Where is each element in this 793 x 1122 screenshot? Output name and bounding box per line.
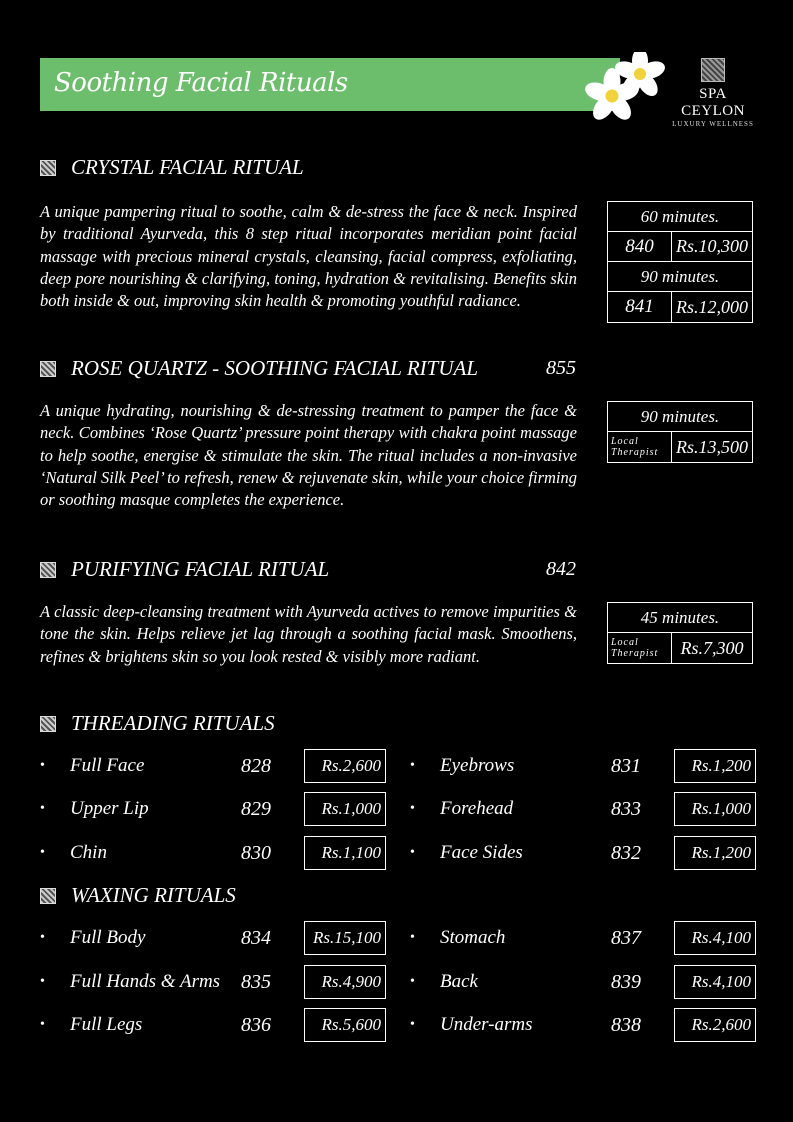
bullet-icon: •	[40, 930, 45, 945]
list-item	[410, 965, 756, 999]
section-bullet-icon	[40, 716, 56, 732]
brand-tagline: LUXURY WELLNESS	[672, 120, 754, 128]
section-bullet-icon	[40, 562, 56, 578]
list-item	[40, 836, 386, 870]
purifying-heading-text: PURIFYING FACIAL RITUAL	[71, 557, 330, 581]
therapist-label-line2: Therapist	[611, 447, 659, 458]
item-price: Rs.5,600	[304, 1008, 386, 1042]
item-code: 835	[241, 970, 271, 993]
item-price: Rs.1,100	[304, 836, 386, 870]
item-name: Face Sides	[440, 842, 523, 863]
item-price: Rs.2,600	[304, 749, 386, 783]
threading-heading-text: THREADING RITUALS	[71, 711, 275, 735]
therapist-label	[608, 432, 672, 462]
rose-heading	[40, 356, 478, 381]
item-code: 838	[611, 1013, 641, 1036]
item-code: 831	[611, 754, 641, 777]
bullet-icon: •	[410, 974, 415, 989]
section-bullet-icon	[40, 160, 56, 176]
bullet-icon: •	[410, 758, 415, 773]
crystal-heading-text: CRYSTAL FACIAL RITUAL	[71, 155, 304, 179]
spa-ceylon-emblem-icon	[701, 58, 725, 82]
list-item	[40, 749, 386, 783]
purifying-description: A classic deep-cleansing treatment with Ayurveda actives to remove impurities & tone the skin. Helps relieve jet lag through a soothing facial mask. Smoothens, refines & brightens skin so you look rested & visibly more radiant.	[40, 602, 577, 666]
section-bullet-icon	[40, 888, 56, 904]
bullet-icon: •	[40, 845, 45, 860]
brand-logo	[668, 58, 758, 128]
item-price: Rs.4,100	[674, 965, 756, 999]
duration-label: 45 minutes.	[640, 607, 720, 627]
treatment-code: 841	[608, 292, 672, 322]
treatment-price: Rs.12,000	[676, 296, 748, 317]
item-price: Rs.1,200	[674, 836, 756, 870]
therapist-label-line1: Local	[611, 436, 639, 447]
brand-name: SPA CEYLON	[681, 86, 745, 119]
purifying-price-table	[607, 602, 753, 664]
purifying-code: 842	[546, 558, 576, 580]
list-item	[40, 1008, 386, 1042]
item-code: 834	[241, 926, 271, 949]
item-code: 832	[611, 841, 641, 864]
item-price: Rs.15,100	[304, 921, 386, 955]
item-name: Chin	[70, 842, 107, 863]
therapist-label-line1: Local	[611, 637, 639, 648]
duration-label: 90 minutes.	[640, 266, 720, 286]
item-name: Under-arms	[440, 1014, 533, 1035]
list-item	[40, 792, 386, 826]
item-name: Eyebrows	[440, 755, 515, 776]
item-name: Stomach	[440, 927, 506, 948]
rose-code: 855	[546, 357, 576, 379]
item-code: 839	[611, 970, 641, 993]
duration-label: 60 minutes.	[640, 206, 720, 226]
crystal-price-table	[607, 201, 753, 323]
rose-price-table	[607, 401, 753, 463]
item-price: Rs.1,200	[674, 749, 756, 783]
item-name: Forehead	[440, 798, 514, 819]
item-code: 836	[241, 1013, 271, 1036]
list-item	[410, 921, 756, 955]
bullet-icon: •	[40, 1017, 45, 1032]
list-item	[410, 749, 756, 783]
item-code: 828	[241, 754, 271, 777]
purifying-heading	[40, 557, 329, 582]
item-price: Rs.4,100	[674, 921, 756, 955]
crystal-description: A unique pampering ritual to soothe, calm & de-stress the face & neck. Inspired by traditional Ayurveda, this 8 step ritual incorporates meridian point facial massage with precious mineral crystals, cleansing, facial compress, exfoliating, deep pore nourishing & clarifying, toning, hydration & revitalising. Benefits skin both inside & out, improving skin health & promoting youthful radiance.	[40, 202, 577, 311]
list-item	[410, 1008, 756, 1042]
item-name: Full Body	[70, 927, 146, 948]
bullet-icon: •	[40, 974, 45, 989]
rose-heading-text: ROSE QUARTZ - SOOTHING FACIAL RITUAL	[71, 356, 478, 380]
list-item	[40, 921, 386, 955]
item-code: 830	[241, 841, 271, 864]
item-name: Full Hands & Arms	[70, 971, 221, 992]
item-price: Rs.1,000	[674, 792, 756, 826]
title-banner	[40, 58, 620, 111]
item-name: Upper Lip	[70, 798, 149, 819]
therapist-label-line2: Therapist	[611, 648, 659, 659]
section-bullet-icon	[40, 361, 56, 377]
list-item	[410, 792, 756, 826]
treatment-price: Rs.10,300	[676, 236, 748, 256]
waxing-heading-text: WAXING RITUALS	[71, 883, 236, 907]
item-price: Rs.4,900	[304, 965, 386, 999]
item-price: Rs.1,000	[304, 792, 386, 826]
item-name: Full Face	[70, 755, 145, 776]
bullet-icon: •	[410, 801, 415, 816]
item-code: 829	[241, 797, 271, 820]
item-code: 837	[611, 926, 641, 949]
frangipani-flowers-icon	[582, 52, 672, 128]
waxing-heading	[40, 883, 236, 908]
bullet-icon: •	[40, 758, 45, 773]
list-item	[40, 965, 386, 999]
threading-heading	[40, 711, 275, 736]
item-code: 833	[611, 797, 641, 820]
item-price: Rs.2,600	[674, 1008, 756, 1042]
therapist-label	[608, 633, 672, 663]
item-name: Back	[440, 971, 478, 992]
treatment-price: Rs.13,500	[676, 436, 748, 457]
crystal-heading	[40, 155, 304, 180]
treatment-code: 840	[608, 232, 672, 261]
bullet-icon: •	[410, 1017, 415, 1032]
treatment-price: Rs.7,300	[680, 637, 744, 658]
bullet-icon: •	[410, 930, 415, 945]
item-name: Full Legs	[70, 1014, 143, 1035]
list-item	[410, 836, 756, 870]
bullet-icon: •	[40, 801, 45, 816]
duration-label: 90 minutes.	[640, 406, 720, 426]
rose-description: A unique hydrating, nourishing & de-stressing treatment to pamper the face & neck. Combines ‘Rose Quartz’ pressure point therapy with chakra point massage to help soothe, energise & stimulate the skin. The ritual includes a non-invasive ‘Natural Silk Peel’ to refresh, renew & rejuvenate skin, while your choice firming or soothing masque completes the experience.	[40, 401, 577, 510]
page-title: Soothing Facial Rituals	[54, 68, 348, 98]
bullet-icon: •	[410, 845, 415, 860]
